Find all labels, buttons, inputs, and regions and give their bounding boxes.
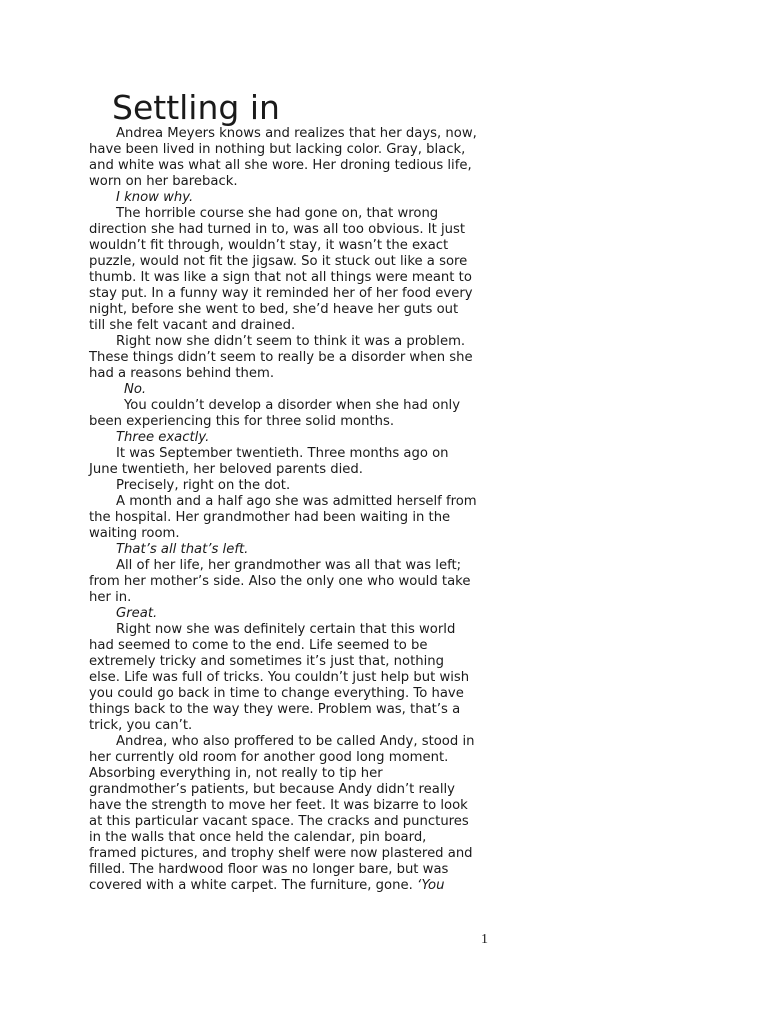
- text-line: things back to the way they were. Problem was, that’s a: [89, 702, 461, 717]
- text-line: had a reasons behind them.: [89, 366, 275, 381]
- text-line: been experiencing this for three solid months.: [89, 414, 395, 429]
- text-line: Right now she didn’t seem to think it was a problem.: [116, 334, 466, 349]
- document-body: [89, 126, 509, 894]
- text-line: have been lived in nothing but lacking color. Gray, black,: [89, 142, 466, 157]
- text-line: thumb. It was like a sign that not all things were meant to: [89, 270, 472, 285]
- text-line: puzzle, would not fit the jigsaw. So it stuck out like a sore: [89, 254, 468, 269]
- text-line: stay put. In a funny way it reminded her of her food every: [89, 286, 473, 301]
- text-line: till she felt vacant and drained.: [89, 318, 296, 333]
- text-segment: covered with a white carpet. The furniture, gone.: [89, 878, 417, 893]
- text-line-italic: Great.: [116, 606, 158, 621]
- text-line: The horrible course she had gone on, that wrong: [116, 206, 439, 221]
- text-segment-italic: ‘You: [416, 878, 445, 893]
- text-line: direction she had turned in to, was all too obvious. It just: [89, 222, 466, 237]
- text-line: in the walls that once held the calendar, pin board,: [89, 830, 427, 845]
- text-line: You couldn’t develop a disorder when she had only: [124, 398, 461, 413]
- text-line: Andrea, who also proffered to be called Andy, stood in: [116, 734, 475, 749]
- text-line: framed pictures, and trophy shelf were now plastered and: [89, 846, 473, 861]
- text-line: June twentieth, her beloved parents died.: [89, 462, 363, 477]
- document-title: Settling in: [112, 88, 280, 127]
- text-line: had seemed to come to the end. Life seemed to be: [89, 638, 428, 653]
- page-number: 1: [481, 932, 488, 947]
- text-line: at this particular vacant space. The cracks and punctures: [89, 814, 469, 829]
- text-line: trick, you can’t.: [89, 718, 193, 733]
- text-line: have the strength to move her feet. It was bizarre to look: [89, 798, 468, 813]
- text-line-mixed: [89, 878, 509, 894]
- text-line: her in.: [89, 590, 132, 605]
- text-line-italic: Three exactly.: [116, 430, 210, 445]
- text-line: A month and a half ago she was admitted herself from: [116, 494, 477, 509]
- text-line: Right now she was definitely certain that this world: [116, 622, 456, 637]
- text-line: filled. The hardwood floor was no longer bare, but was: [89, 862, 449, 877]
- text-line: Andrea Meyers knows and realizes that her days, now,: [116, 126, 477, 141]
- text-line: All of her life, her grandmother was all that was left;: [116, 558, 462, 573]
- text-line: extremely tricky and sometimes it’s just that, nothing: [89, 654, 445, 669]
- text-line: the hospital. Her grandmother had been waiting in the: [89, 510, 451, 525]
- text-line: and white was what all she wore. Her droning tedious life,: [89, 158, 472, 173]
- text-line: Absorbing everything in, not really to tip her: [89, 766, 383, 781]
- text-line: worn on her bareback.: [89, 174, 238, 189]
- text-line: night, before she went to bed, she’d heave her guts out: [89, 302, 459, 317]
- text-line: These things didn’t seem to really be a disorder when she: [89, 350, 473, 365]
- text-line: her currently old room for another good long moment.: [89, 750, 449, 765]
- text-line-italic: That’s all that’s left.: [116, 542, 249, 557]
- text-line: waiting room.: [89, 526, 180, 541]
- text-line: wouldn’t fit through, wouldn’t stay, it wasn’t the exact: [89, 238, 449, 253]
- text-line: else. Life was full of tricks. You couldn’t just help but wish: [89, 670, 470, 685]
- text-line: Precisely, right on the dot.: [116, 478, 291, 493]
- text-line: you could go back in time to change everything. To have: [89, 686, 464, 701]
- text-line-italic: I know why.: [116, 190, 194, 205]
- text-line: It was September twentieth. Three months ago on: [116, 446, 449, 461]
- text-line: from her mother’s side. Also the only one who would take: [89, 574, 471, 589]
- text-line-italic: No.: [124, 382, 147, 397]
- text-line: grandmother’s patients, but because Andy didn’t really: [89, 782, 455, 797]
